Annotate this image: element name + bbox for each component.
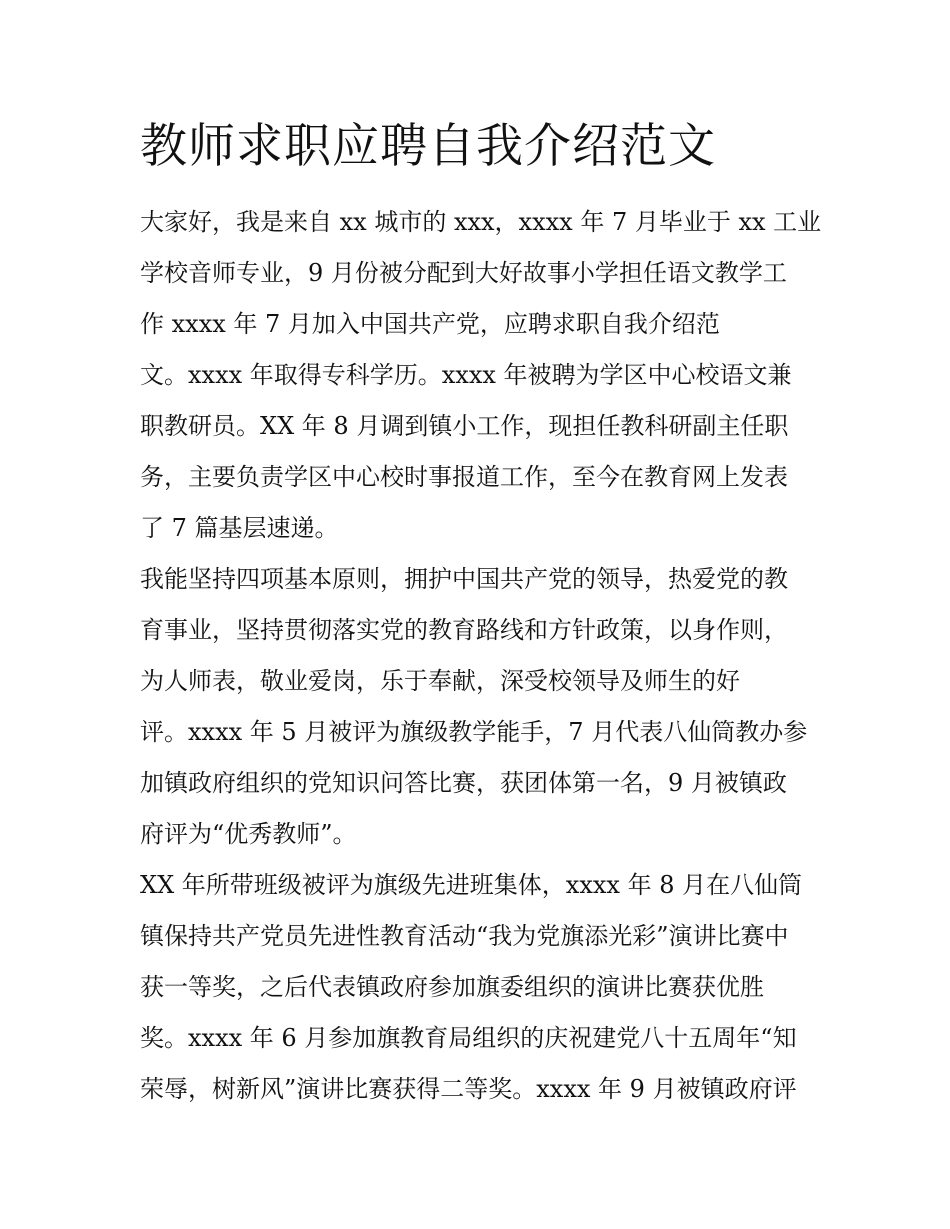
paragraph-line: 育事业，坚持贯彻落实党的教育路线和方针政策，以身作则，	[140, 616, 788, 644]
paragraph-line: 府评为“优秀教师”。	[140, 820, 357, 848]
paragraph-line: 镇保持共产党员先进性教育活动“我为党旗添光彩”演讲比赛中	[140, 922, 789, 950]
paragraph-line: 为人师表，敬业爱岗，乐于奉献，深受校领导及师生的好	[140, 667, 740, 695]
paragraph-line: 作 xxxx 年 7 月加入中国共产党，应聘求职自我介绍范	[140, 310, 720, 338]
paragraph-line: 我能坚持四项基本原则，拥护中国共产党的领导，热爱党的教	[140, 565, 788, 593]
page-title: 教师求职应聘自我介绍范文	[140, 119, 716, 174]
paragraph-line: 了 7 篇基层速递。	[140, 514, 339, 542]
paragraph-line: 评。xxxx 年 5 月被评为旗级教学能手，7 月代表八仙筒教办参	[140, 718, 808, 746]
paragraph-line: 荣辱，树新风”演讲比赛获得二等奖。xxxx 年 9 月被镇政府评	[140, 1075, 797, 1103]
paragraph-line: 奖。xxxx 年 6 月参加旗教育局组织的庆祝建党八十五周年“知	[140, 1024, 797, 1052]
paragraph-line: 大家好，我是来自 xx 城市的 xxx，xxxx 年 7 月毕业于 xx 工业	[140, 208, 822, 236]
paragraph-line: 务，主要负责学区中心校时事报道工作，至今在教育网上发表	[140, 463, 788, 491]
paragraph-line: 加镇政府组织的党知识问答比赛，获团体第一名，9 月被镇政	[140, 769, 787, 797]
paragraph-line: 学校音师专业，9 月份被分配到大好故事小学担任语文教学工	[140, 259, 787, 287]
paragraph-line: 获一等奖，之后代表镇政府参加旗委组织的演讲比赛获优胜	[140, 973, 764, 1001]
paragraph-line: 职教研员。XX 年 8 月调到镇小工作，现担任教科研副主任职	[140, 412, 789, 440]
paragraph-line: XX 年所带班级被评为旗级先进班集体，xxxx 年 8 月在八仙筒	[140, 871, 803, 899]
paragraph-line: 文。xxxx 年取得专科学历。xxxx 年被聘为学区中心校语文兼	[140, 361, 792, 389]
